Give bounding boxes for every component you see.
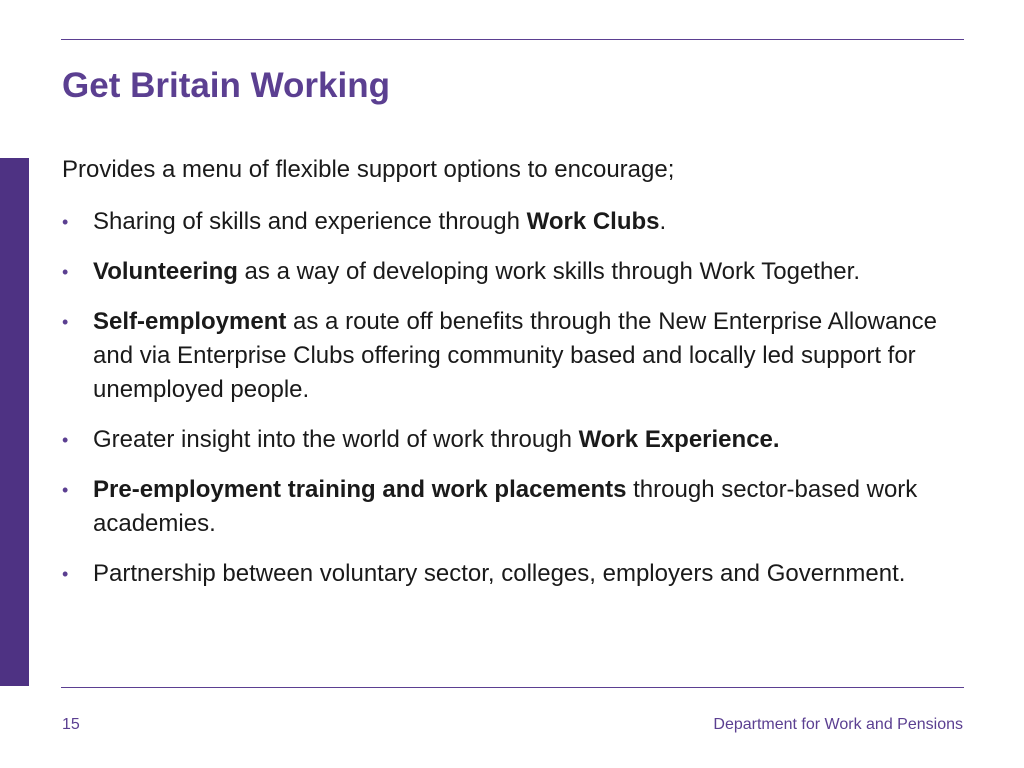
bullet-text: Greater insight into the world of work through bbox=[93, 426, 579, 453]
bullet-icon: • bbox=[62, 312, 69, 332]
intro-text: Provides a menu of flexible support options to encourage; bbox=[62, 156, 675, 183]
top-divider bbox=[61, 39, 964, 40]
slide-title: Get Britain Working bbox=[62, 66, 390, 105]
bullet-text: as a route off benefits through the New Enterprise Allowance and via Enterprise Clubs offering community based and locally led support for unemployed people. bbox=[93, 308, 937, 403]
list-item bbox=[62, 255, 962, 289]
page-number: 15 bbox=[62, 716, 80, 733]
bullet-emphasis: Pre-employment training and work placements bbox=[93, 476, 627, 503]
bullet-icon: • bbox=[62, 212, 69, 232]
list-item bbox=[62, 557, 962, 591]
bullet-text: through sector-based work academies. bbox=[93, 476, 918, 537]
side-accent-bar bbox=[0, 158, 29, 686]
bullet-text: Sharing of skills and experience through bbox=[93, 208, 527, 235]
list-item bbox=[62, 423, 962, 457]
bullet-icon: • bbox=[62, 480, 69, 500]
list-item bbox=[62, 305, 962, 407]
bullet-emphasis: Volunteering bbox=[93, 258, 238, 285]
bullet-list bbox=[62, 205, 962, 607]
bullet-emphasis: Work Experience. bbox=[578, 426, 780, 453]
bullet-text: . bbox=[659, 208, 667, 235]
list-item bbox=[62, 205, 962, 239]
bullet-text: Partnership between voluntary sector, colleges, employers and Government. bbox=[93, 560, 906, 587]
list-item bbox=[62, 473, 962, 541]
bullet-emphasis: Work Clubs bbox=[526, 208, 660, 235]
bullet-icon: • bbox=[62, 564, 69, 584]
bullet-icon: • bbox=[62, 430, 69, 450]
bullet-text: as a way of developing work skills through Work Together. bbox=[237, 258, 860, 285]
bullet-icon: • bbox=[62, 262, 69, 282]
bullet-emphasis: Self-employment bbox=[93, 308, 287, 335]
footer-organisation: Department for Work and Pensions bbox=[713, 716, 963, 733]
bottom-divider bbox=[61, 687, 964, 688]
